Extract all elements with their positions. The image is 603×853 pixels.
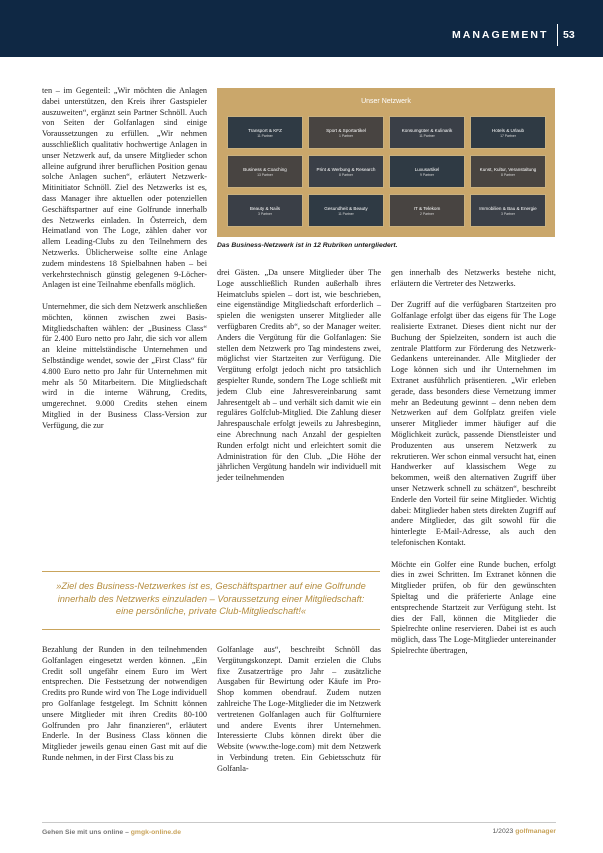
category-tile [227,155,303,188]
category-count: 3 Partner [258,211,272,216]
page-number: 53 [563,29,575,41]
section-title: MANAGEMENT [452,29,549,41]
category-count: 11 Partner [257,133,273,138]
paragraph: ten – im Gegenteil: „Wir möchten die Anlagen dabei unterstützen, den Kreis ihrer Gastspieler auszuweiten“, ergänzt sein Partner Schnöll. Auch von Seiten der Golfanlagen sind einige Voraussetzungen zu erfüllen. „Wir nehmen ausschließlich qualitativ hochwertige Anlagen in unser Netzwerk auf, da unsere Mitglieder schon alleine aufgrund ihrer beruflichen Position genau solche Anlagen suchen“, erläutert Netzwerk-Mitinitiator Schnöll. Ziel des Netzwerks ist es, dass Manager ihre aktuellen oder potenziellen Geschäftspartner auf eine Golfrunde innerhalb des Netzwerks einladen. In Österreich, dem Heimatland von The Loge, zählen daher vor allem Leading-Clubs zu den Teilnehmern des Netzwerks. Üblicherweise sollte eine Anlage zudem mindestens 18 Spielbahnen haben – bei verkehrstechnisch günstig gelegenen 9-Löcher-Anlagen ist eine Teilnahme ebenfalls möglich. [42,86,207,290]
category-name: Sport & Sportartikel [326,127,366,133]
category-tile [389,194,465,227]
paragraph: Unternehmer, die sich dem Netzwerk anschließen möchten, können zwischen zwei Basis-Mitgliedschaften wählen: der „Business Class“ für 2.400 Euro netto pro Jahr, die sich vor allem an kleine mittelständische Unternehmen und Selbständige wendet, sowie der „First Class“ für 4.800 Euro netto pro Jahr für Unternehmen mit mehr als 50 Mitarbeitern. Die Mitgliedschaft wird in die interne Währung, Credits, umgerechnet. 9.000 Credits stehen einem Mitglied in der Business Class-Version zur Verfügung, die zur [42,301,207,430]
category-name: Hotels & Urlaub [491,127,525,133]
figure-caption: Das Business-Netzwerk ist in 12 Rubriken untergliedert. [217,242,398,249]
paragraph: Golfanlage aus“, beschreibt Schnöll das Vergütungskonzept. Damit erzielen die Clubs fixe Zusatzerträge pro Jahr – zusätzliche Ausgaben für Bewirtung oder Käufe im Pro-Shop kommen obendrauf. Zudem nutzen zahlreiche The Loge-Mitglieder die im Netzwerk vertretenen Golfanlagen auch für Golfturniere und andere Events ihrer Unternehmen. Interessierte Clubs können direkt über die Website (www.the-loge.com) mit dem Netzwerk in Verbindung treten. Ein Gebietsschutz für Golfanla- [217,645,381,773]
column-2-top [217,268,381,495]
column-1-bottom [42,645,207,775]
column-1-top [42,86,207,442]
category-tile [308,194,384,227]
category-name: Luxusartikel [414,166,440,172]
category-count: 9 Partner [420,172,434,177]
category-count: 3 Partner [501,211,515,216]
category-name: IT & Telekom [413,205,441,211]
quote-rule-top [42,571,380,572]
footer-online[interactable] [42,829,181,836]
category-count: 8 Partner [501,172,515,177]
category-tile [308,116,384,149]
category-tile [389,155,465,188]
category-count: 2 Partner [420,211,434,216]
category-tile [470,116,546,149]
category-count: 1 Partner [339,133,353,138]
category-tile [470,155,546,188]
category-name: Print & Werbung & Research [316,166,376,172]
issue-number: 1/2023 [492,828,514,835]
paragraph: Der Zugriff auf die verfügbaren Startzeiten pro Golfanlage erfolgt über das eigens für The Loge realisierte Extranet. Dieses dient nicht nur der Buchung der Spielzeiten, sondern ist auch die zentrale Plattform zur Förderung des Netzwerk-Gedankens untereinander. Alle Mitglieder der Loge können sich und ihr Unternehmen im Extranet ausführlich präsentieren. „Wir erleben gerade, dass besonders diese Vernetzung immer mehr an Bedeutung gewinnt – denn neben dem Netzwerken auf dem Golfplatz greifen viele unserer Mitglieder immer häufiger auf die Möglichkeit zurück, passende Dienstleister und Produzenten aus unserem Netzwerk zu rekrutieren. Wer schon einmal versucht hat, einen Handwerker auf klassischem Wege zu bekommen, weiß den alternativen Zugriff über unser Netzwerk schnell zu schätzen“, beschreibt Enderle den Vorteil für seine Mitglieder. Wichtig dabei: Mitglieder haben stets direkten Zugriff auf andere Mitglieder, das gilt sowohl für die hinterlegte E-Mail-Adresse, als auch den telefonischen Kontakt. [391,300,556,547]
category-tile [308,155,384,188]
paragraph: Möchte ein Golfer eine Runde buchen, erfolgt dies in zwei Schritten. Im Extranet können die Mitglieder prüfen, ob für den gewünschten Spieltag und die präferierte Anlage eine entsprechende Startzeit zur Verfügung steht. Ist dies der Fall, können die Mitglieder die Spielrechte online reservieren. Dabei ist es auch möglich, dass The Loge-Mitglieder untereinander Spielrechte übertragen, [391,559,556,655]
footer-prefix: Gehen Sie mit uns online – [42,829,131,836]
category-name: Kunst, Kultur, Veranstaltung [479,166,537,172]
header-divider [557,24,558,46]
network-figure [217,88,555,237]
category-grid [227,116,545,227]
magazine-brand: golfmanager [515,828,556,835]
category-name: Gesundheit & Beauty [324,205,368,211]
category-count: 17 Partner [500,133,516,138]
column-3 [391,268,556,667]
footer-issue [493,828,556,835]
category-name: Konsumgüter & Kulinarik [401,127,453,133]
footer-site-link[interactable]: gmgk-online.de [130,829,181,836]
category-name: Business & Coaching [243,166,287,172]
footer-divider [42,822,556,823]
column-2-bottom [217,645,381,785]
quote-rule-bottom [42,629,380,630]
pull-quote: »Ziel des Business-Netzwerkes ist es, Geschäftspartner auf eine Golfrunde innerhalb des Netzwerks einzuladen – Voraussetzung einer Mitgliedschaft: eine persönliche, private Club-Mitgliedschaft!« [56,581,366,617]
category-count: 8 Partner [339,172,353,177]
category-name: Transport & KFZ [248,127,282,133]
category-tile [470,194,546,227]
paragraph: drei Gästen. „Da unsere Mitglieder über The Loge ausschließlich Runden außerhalb ihres Heimatclubs spielen – dort ist, wie beschrieben, eine eigenständige Mitgliedschaft erforderlich – spielen die wenigsten unserer Mitglieder alle verfügbaren Credits ab“, so der Manager weiter. Anders die Vergütung für die Golfanlagen: Sie stellen dem Netzwerk pro Tag mindestens zwei, möglichst vier Startzeiten zur Verfügung. Die Vergütung erfolgt jedoch nicht pro tatsächlich gespielter Runde, sondern The Loge schließt mit jedem Club eine Jahresvereinbarung samt Jahresentgelt ab – und verhält sich damit wie ein reguläres Golfclub-Mitglied. Die Zahlung dieser Jahrespauschale erfolgt jeweils zu Jahresbeginn, eine Abrechnung nach Anzahl der gespielten Runden erfolgt nicht und erleichtert somit die Administration für den Club. „Die Höhe der jährlichen Vergütung handeln wir individuell mit jeder teilnehmenden [217,268,381,483]
category-count: 11 Partner [419,133,435,138]
category-name: Beauty & Nails [249,205,281,211]
category-tile [227,194,303,227]
category-tile [389,116,465,149]
category-count: 13 Partner [257,172,273,177]
paragraph: gen innerhalb des Netzwerks bestehe nicht, erläutern die Vertreter des Netzwerks. [391,268,556,288]
category-tile [227,116,303,149]
category-count: 11 Partner [338,211,354,216]
figure-title: Unser Netzwerk [361,98,411,105]
paragraph: Bezahlung der Runden in den teilnehmenden Golfanlagen eingesetzt werden können. „Ein Credit soll ungefähr einem Euro im Wert entsprechen. Die Festsetzung der notwendigen Credits pro Runde wird von The Loge individuell pro Golfanlage festgelegt. Im Schnitt können unsere Mitglieder mit ihren Credits 80-100 Golfrunden pro Jahr finanzieren“, erläutert Enderle. In der Business Class können die Mitglieder jeweils genau einen Gast mit auf die Runde nehmen, in der First Class bis zu [42,645,207,762]
category-name: Immobilien & Bau & Energie [479,205,537,211]
